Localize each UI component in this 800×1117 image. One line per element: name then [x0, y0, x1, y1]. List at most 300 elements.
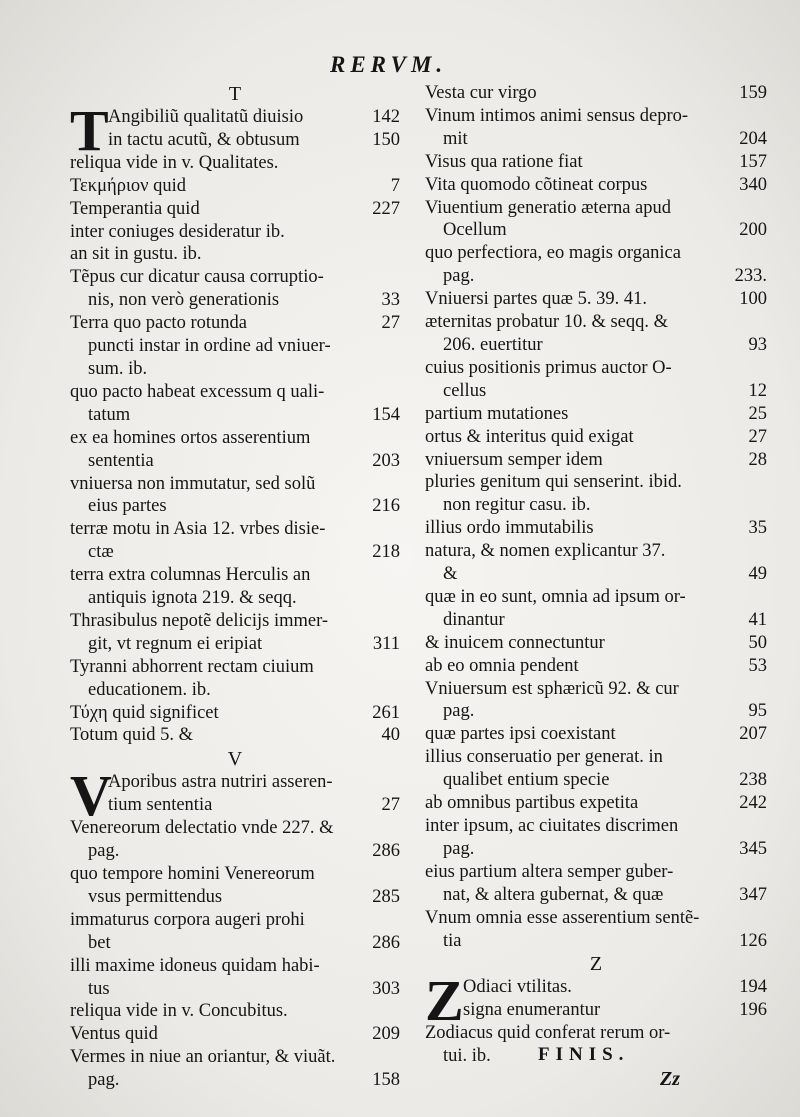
entry-text: eius partium altera semper guber- — [425, 861, 674, 882]
page-number — [392, 909, 400, 932]
entry-line — [425, 861, 767, 884]
entry-text: Angibiliũ qualitatũ diuisio — [108, 107, 304, 127]
entry-line — [70, 587, 400, 610]
entry-line — [70, 724, 400, 747]
entry-text: cellus — [443, 380, 487, 401]
entry-line — [425, 700, 767, 723]
index-entry — [425, 449, 767, 472]
page-number: 207 — [739, 724, 767, 745]
index-entry — [70, 724, 400, 747]
index-entry — [70, 1023, 400, 1046]
page-number: 204 — [739, 128, 767, 149]
entry-text: & inuicem connectuntur — [425, 632, 605, 653]
entry-line — [70, 1069, 400, 1092]
page-number: 12 — [748, 380, 767, 401]
letter-heading: Z — [589, 953, 603, 976]
page-number — [759, 197, 767, 220]
page-number — [392, 266, 400, 289]
entry-text: illi maxime idoneus quidam habi- — [70, 955, 320, 976]
index-entry — [425, 288, 767, 311]
index-entry — [70, 381, 400, 427]
entry-line — [425, 655, 767, 678]
page-number: 154 — [372, 404, 400, 425]
entry-line — [425, 334, 767, 357]
entry-text: sententia — [88, 450, 154, 471]
entry-text: Temperantia quid — [70, 198, 200, 219]
page-number — [759, 746, 767, 769]
entry-line — [425, 494, 767, 517]
entry-line — [425, 517, 767, 540]
entry-text: Τεκμήριον quid — [70, 175, 187, 196]
entry-text: puncti instar in ordine ad vniuer- — [88, 336, 331, 357]
page-number: 203 — [372, 450, 400, 471]
page-number: 216 — [372, 496, 400, 517]
index-entry — [425, 746, 767, 792]
entry-line — [70, 817, 400, 840]
entry-line — [70, 175, 400, 198]
entry-text: ab omnibus partibus expetita — [425, 793, 639, 814]
page-number — [392, 863, 400, 886]
entry-line — [463, 976, 767, 999]
page-number: 27 — [381, 313, 400, 334]
entry-text: pag. — [443, 838, 475, 859]
entry-text: an sit in gustu. ib. — [70, 244, 202, 265]
page-number — [392, 427, 400, 450]
index-entry — [425, 357, 767, 403]
page-number — [392, 243, 400, 266]
index-entry — [425, 632, 767, 655]
entry-text: sum. ib. — [88, 358, 148, 379]
page-number: 41 — [748, 609, 767, 630]
page-number: 261 — [372, 702, 400, 723]
page-number — [392, 335, 400, 358]
entry-text: vniuersum semper idem — [425, 449, 603, 470]
entry-text: illius ordo immutabilis — [425, 518, 594, 539]
entry-line — [425, 838, 767, 861]
page-number — [392, 610, 400, 633]
page-number — [759, 586, 767, 609]
page-number — [392, 1000, 400, 1023]
entry-line — [70, 863, 400, 886]
page-number: 196 — [739, 1000, 767, 1021]
page-number: 49 — [748, 564, 767, 585]
entry-text: reliqua vide in v. Qualitates. — [70, 152, 279, 173]
page-number: 157 — [739, 151, 767, 172]
entry-text: signa enumerantur — [463, 1000, 601, 1021]
entry-line — [70, 312, 400, 335]
entry-line — [70, 909, 400, 932]
entry-line — [425, 403, 767, 426]
letter-heading: V — [227, 748, 243, 771]
page-number — [759, 1045, 767, 1068]
entry-text: quo pacto habeat excessum q uali- — [70, 381, 325, 402]
page-number: 200 — [739, 220, 767, 241]
index-entry — [70, 909, 400, 955]
entry-line — [70, 198, 400, 221]
entry-line — [70, 541, 400, 564]
page-number: 33 — [381, 290, 400, 311]
page-number — [759, 105, 767, 128]
page-number — [392, 955, 400, 978]
index-entry — [70, 955, 400, 1001]
entry-text: æternitas probatur 10. & seqq. & — [425, 312, 669, 333]
page-number — [759, 540, 767, 563]
page-number — [392, 221, 400, 244]
page-number — [392, 656, 400, 679]
index-entry — [425, 861, 767, 907]
index-entry — [70, 656, 400, 702]
entry-text: Vermes in niue an oriantur, & viuãt. — [70, 1047, 336, 1068]
entry-line — [425, 82, 767, 105]
entry-line — [425, 288, 767, 311]
entry-text: non regitur casu. ib. — [443, 495, 591, 516]
index-entry — [70, 473, 400, 519]
entry-text: ex ea homines ortos asserentium — [70, 427, 311, 448]
index-entry — [70, 564, 400, 610]
index-entry — [425, 311, 767, 357]
entry-line — [425, 769, 767, 792]
index-entry — [425, 540, 767, 586]
entry-text: terræ motu in Asia 12. vrbes disie- — [70, 519, 326, 540]
page-number — [759, 494, 767, 517]
page-number: 303 — [372, 978, 400, 999]
entry-text: in tactu acutũ, & obtusum — [108, 129, 300, 150]
page-number — [392, 587, 400, 610]
entry-line — [425, 174, 767, 197]
entry-line — [70, 932, 400, 955]
entry-text: pag. — [443, 266, 475, 287]
entry-text: & — [443, 564, 458, 585]
entry-text: ab eo omnia pendent — [425, 655, 579, 676]
entry-line — [108, 794, 400, 817]
entry-line — [70, 358, 400, 381]
entry-line — [425, 242, 767, 265]
entry-text: Vniuersum est sphæricũ 92. & cur — [425, 678, 679, 699]
page-number — [759, 861, 767, 884]
page-number — [392, 679, 400, 702]
entry-text: partium mutationes — [425, 403, 569, 424]
entry-line — [70, 840, 400, 863]
entry-text: Venereorum delectatio vnde 227. & — [70, 818, 334, 839]
drop-cap: Z — [425, 968, 464, 1034]
entry-text: tus — [88, 978, 110, 999]
entry-text: tui. ib. — [443, 1046, 491, 1067]
entry-text: nat, & altera gubernat, & quæ — [443, 884, 664, 905]
running-head: RERVM. — [330, 52, 448, 77]
entry-line — [70, 427, 400, 450]
entry-line — [108, 106, 400, 129]
entry-line — [70, 450, 400, 473]
entry-line — [70, 289, 400, 312]
page-number — [392, 564, 400, 587]
entry-line — [108, 129, 400, 152]
drop-cap: V — [70, 763, 112, 829]
page-number — [392, 817, 400, 840]
entry-line — [425, 357, 767, 380]
page-number: 227 — [372, 198, 400, 219]
entry-text: Vita quomodo cõtineat corpus — [425, 174, 648, 195]
finis-mark: FINIS. — [538, 1044, 630, 1065]
entry-text: vniuersa non immutatur, sed solũ — [70, 473, 316, 494]
page-number — [759, 242, 767, 265]
entry-line — [425, 311, 767, 334]
page-number — [759, 815, 767, 838]
entry-line — [70, 221, 400, 244]
page-number — [759, 678, 767, 701]
entry-line — [425, 678, 767, 701]
page-number: 238 — [739, 770, 767, 791]
entry-line — [70, 1000, 400, 1023]
entry-line — [70, 473, 400, 496]
entry-text: Vinum intimos animi sensus depro- — [425, 105, 689, 126]
entry-text: inter ipsum, ac ciuitates discrimen — [425, 816, 679, 836]
page-number: 142 — [372, 107, 400, 127]
entry-text: antiquis ignota 219. & seqq. — [88, 588, 297, 609]
index-entry — [70, 1046, 400, 1092]
index-entry — [70, 863, 400, 909]
entry-text: pag. — [88, 1070, 120, 1091]
entry-line — [425, 105, 767, 128]
page-number — [392, 381, 400, 404]
entry-text: terra extra columnas Herculis an — [70, 565, 311, 586]
index-entry — [70, 221, 400, 244]
entry-text: immaturus corpora augeri prohi — [70, 909, 305, 930]
page-number: 194 — [739, 977, 767, 998]
entry-text: vsus permittendus — [88, 886, 223, 907]
entry-line — [70, 978, 400, 1001]
entry-text: nis, non verò generationis — [88, 290, 280, 311]
entry-line — [425, 746, 767, 769]
page-number: 7 — [390, 175, 400, 196]
entry-text: pag. — [443, 701, 475, 722]
entry-text: Vniuersi partes quæ 5. 39. 41. — [425, 289, 647, 310]
entry-line — [425, 563, 767, 586]
entry-text: Aporibus astra nutriri asseren- — [108, 772, 333, 793]
entry-text: Visus qua ratione fiat — [425, 151, 583, 172]
page-number: 25 — [748, 403, 767, 424]
page-number: 286 — [372, 841, 400, 862]
index-entry — [70, 427, 400, 473]
index-entry — [70, 152, 400, 175]
page-number: 93 — [748, 334, 767, 355]
entry-line — [425, 540, 767, 563]
index-entry — [425, 471, 767, 517]
entry-text: tium sententia — [108, 795, 213, 816]
index-entry — [70, 243, 400, 266]
index-entry — [425, 723, 767, 746]
page-number — [759, 311, 767, 334]
page-number: 209 — [372, 1024, 400, 1045]
entry-text: quæ in eo sunt, omnia ad ipsum or- — [425, 586, 686, 607]
page-number: 40 — [381, 725, 400, 746]
entry-text: git, vt regnum ei eripiat — [88, 633, 263, 654]
entry-text: tatum — [88, 404, 131, 425]
entry-text: eius partes — [88, 496, 167, 517]
entry-line — [70, 633, 400, 656]
index-entry — [425, 174, 767, 197]
entry-line — [425, 792, 767, 815]
entry-text: educationem. ib. — [88, 679, 211, 700]
entry-line — [425, 1022, 767, 1045]
index-column-right — [425, 82, 767, 1068]
page-number: 95 — [748, 701, 767, 722]
entry-line — [425, 907, 767, 930]
entry-text: ctæ — [88, 542, 114, 563]
page-number: 159 — [739, 83, 767, 103]
index-entry — [70, 266, 400, 312]
index-entry — [425, 105, 767, 151]
index-entry — [425, 426, 767, 449]
page-number — [392, 518, 400, 541]
index-entry — [425, 655, 767, 678]
page-number: 50 — [748, 632, 767, 653]
entry-text: reliqua vide in v. Concubitus. — [70, 1001, 288, 1022]
entry-line — [70, 1023, 400, 1046]
entry-line — [425, 471, 767, 494]
index-column-left — [70, 82, 400, 1092]
entry-line — [70, 679, 400, 702]
entry-text: Vesta cur virgo — [425, 83, 537, 103]
index-entry — [70, 175, 400, 198]
drop-cap: T — [70, 98, 109, 163]
entry-text: Odiaci vtilitas. — [463, 977, 572, 998]
entry-line — [70, 610, 400, 633]
entry-text: Totum quid 5. & — [70, 725, 194, 746]
entry-line — [425, 884, 767, 907]
entry-line — [70, 955, 400, 978]
page-number — [392, 358, 400, 381]
index-entry — [70, 817, 400, 863]
entry-line — [425, 723, 767, 746]
entry-line — [70, 381, 400, 404]
page-number: 311 — [372, 633, 400, 654]
page-number — [759, 1022, 767, 1045]
page-number — [392, 771, 400, 794]
letter-heading: T — [228, 83, 242, 105]
entry-line — [425, 609, 767, 632]
page-number — [392, 1046, 400, 1069]
index-entry — [425, 586, 767, 632]
entry-line — [70, 404, 400, 427]
index-entry — [425, 151, 767, 174]
entry-text: natura, & nomen explicantur 37. — [425, 541, 666, 562]
signature-mark: Zz — [660, 1068, 680, 1090]
page-number: 53 — [748, 655, 767, 676]
page-number: 233. — [734, 266, 767, 287]
entry-line — [425, 197, 767, 220]
entry-text: bet — [88, 932, 111, 953]
entry-line — [425, 128, 767, 151]
entry-text: Thrasibulus nepotẽ delicijs immer- — [70, 610, 329, 631]
entry-text: quo tempore homini Venereorum — [70, 864, 315, 884]
entry-text: tia — [443, 930, 462, 951]
entry-text: Viuentium generatio æterna apud — [425, 197, 671, 218]
page-number — [759, 907, 767, 930]
page-number: 242 — [739, 793, 767, 814]
entry-text: Vnum omnia esse asserentium sentẽ- — [425, 907, 700, 928]
page-number — [759, 471, 767, 494]
entry-text: quo perfectiora, eo magis organica — [425, 243, 681, 264]
page-number: 286 — [372, 932, 400, 953]
page-number: 347 — [739, 884, 767, 905]
entry-line — [70, 1046, 400, 1069]
entry-text: pag. — [88, 841, 120, 862]
entry-text: ortus & interitus quid exigat — [425, 426, 634, 447]
page-number: 150 — [372, 129, 400, 150]
page-number: 126 — [739, 930, 767, 951]
index-entry — [70, 312, 400, 381]
entry-line — [425, 632, 767, 655]
page-number: 285 — [372, 886, 400, 907]
entry-line — [70, 886, 400, 909]
page-number — [392, 473, 400, 496]
entry-line — [70, 564, 400, 587]
entry-line — [108, 771, 400, 794]
entry-text: quæ partes ipsi coexistant — [425, 724, 616, 745]
entry-line — [70, 152, 400, 175]
entry-line — [70, 243, 400, 266]
index-entry — [425, 792, 767, 815]
index-entry — [425, 197, 767, 243]
entry-text: Zodiacus quid conferat rerum or- — [425, 1023, 671, 1044]
index-entry — [425, 815, 767, 861]
page-number: 218 — [372, 542, 400, 563]
page-number: 27 — [381, 795, 400, 816]
entry-text: Ocellum — [443, 220, 507, 241]
page-number: 158 — [372, 1070, 400, 1091]
entry-line — [425, 930, 767, 953]
entry-text: pluries genitum qui senserint. ibid. — [425, 472, 682, 493]
index-entry — [425, 403, 767, 426]
page-number — [759, 357, 767, 380]
entry-line — [425, 151, 767, 174]
index-entry — [425, 907, 767, 953]
entry-text: cuius positionis primus auctor O- — [425, 357, 672, 378]
entry-text: Ventus quid — [70, 1024, 158, 1045]
index-entry — [70, 518, 400, 564]
entry-line — [425, 815, 767, 838]
entry-line — [70, 656, 400, 679]
entry-text: Terra quo pacto rotunda — [70, 313, 247, 334]
entry-text: 206. euertitur — [443, 334, 543, 355]
entry-line — [70, 702, 400, 725]
entry-line — [70, 335, 400, 358]
index-entry — [70, 1000, 400, 1023]
index-entry — [70, 702, 400, 725]
entry-line — [70, 518, 400, 541]
entry-line — [425, 586, 767, 609]
page-number — [392, 152, 400, 175]
entry-text: illius conseruatio per generat. in — [425, 747, 663, 768]
entry-text: qualibet entium specie — [443, 770, 610, 791]
entry-line — [425, 265, 767, 288]
entry-line — [70, 495, 400, 518]
page-number: 340 — [739, 174, 767, 195]
entry-line — [463, 999, 767, 1022]
index-entry — [425, 517, 767, 540]
entry-line — [425, 219, 767, 242]
entry-line — [425, 449, 767, 472]
page-number: 100 — [739, 289, 767, 310]
entry-line — [425, 380, 767, 403]
index-entry — [425, 678, 767, 724]
page-number: 35 — [748, 518, 767, 539]
index-entry — [425, 82, 767, 105]
entry-text: inter coniuges desideratur ib. — [70, 221, 285, 242]
index-entry — [425, 242, 767, 288]
page-number: 27 — [748, 426, 767, 447]
entry-text: Tẽpus cur dicatur causa corruptio- — [70, 267, 324, 288]
